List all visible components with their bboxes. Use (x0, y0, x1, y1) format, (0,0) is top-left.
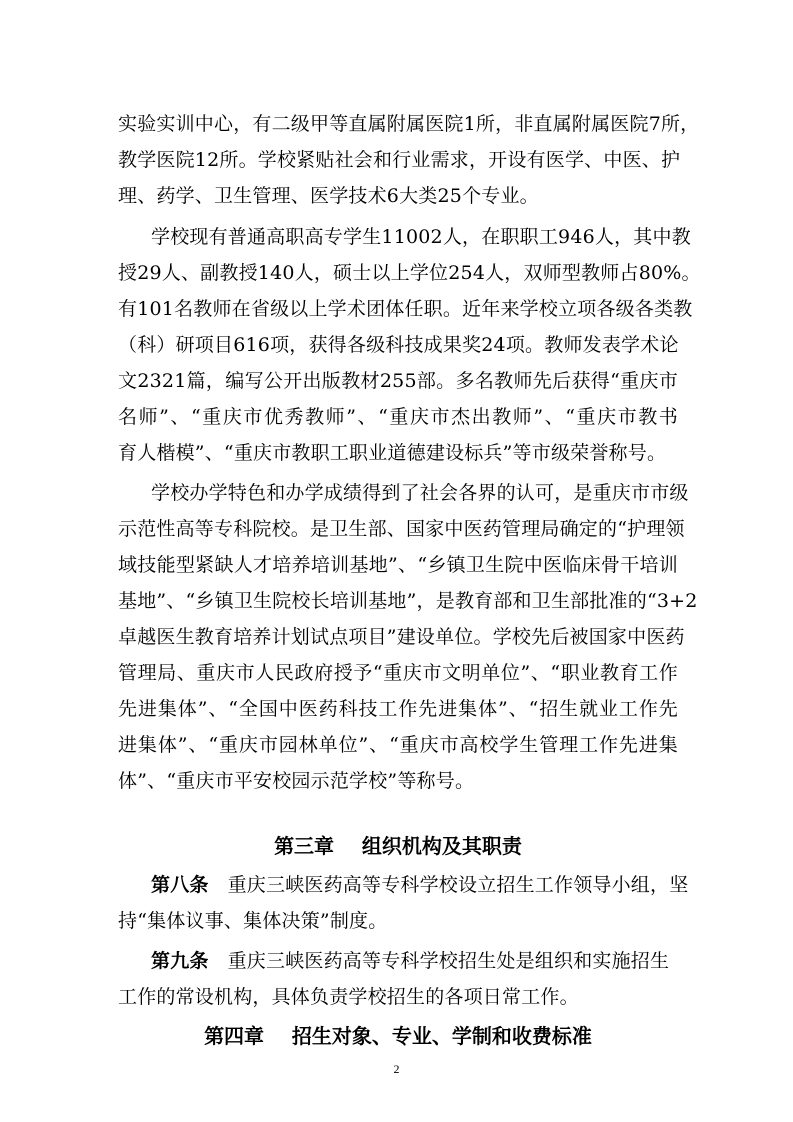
article-9-line-1 (151, 949, 678, 973)
paragraph-1-line-3: 理、药学、卫生管理、医学技术6大类25个专业。 (118, 185, 539, 207)
article-8-text: 重庆三峡医药高等专科学校设立招生工作领导小组，坚 (227, 874, 689, 896)
paragraph-3-line-3: 域技能型紧缺人才培养培训基地”、“乡镇卫生院中医临床骨干培训 (118, 554, 678, 576)
paragraph-2-line-1: 学校现有普通高职高专学生11002人，在职职工946人，其中教 (151, 226, 691, 248)
page-number: 2 (393, 1062, 400, 1076)
paragraph-3-line-2: 示范性高等专科院校。是卫生部、国家中医药管理局确定的“护理领 (118, 518, 685, 540)
article-9-line-2: 工作的常设机构，具体负责学校招生的各项日常工作。 (118, 986, 579, 1008)
paragraph-2-line-6: 名师”、“重庆市优秀教师”、“重庆市杰出教师”、“重庆市教书 (118, 406, 678, 428)
paragraph-3-line-6: 管理局、重庆市人民政府授予“重庆市文明单位”、“职业教育工作 (118, 662, 678, 684)
chapter-3-heading: 第三章 组织机构及其职责 (274, 834, 522, 858)
chapter-4-heading: 第四章 招生对象、专业、学制和收费标准 (204, 1024, 592, 1048)
paragraph-3-line-5: 卓越医生教育培养计划试点项目”建设单位。学校先后被国家中医药 (118, 626, 685, 648)
paragraph-3-line-7: 先进集体”、“全国中医药科技工作先进集体”、“招生就业工作先 (118, 698, 678, 720)
paragraph-3-line-4: 基地”、“乡镇卫生院校长培训基地”，是教育部和卫生部批准的“3+2 (118, 590, 698, 612)
article-8-label: 第八条 (151, 874, 209, 896)
paragraph-2-line-4: （科）研项目616项，获得各级科技成果奖24项。教师发表学术论 (118, 334, 679, 356)
article-9-label: 第九条 (151, 950, 209, 972)
paragraph-1-line-1: 实验实训中心，有二级甲等直属附属医院1所，非直属附属医院7所， (118, 113, 700, 135)
paragraph-2-line-5: 文2321篇，编写公开出版教材255部。多名教师先后获得“重庆市 (118, 370, 678, 392)
paragraph-1-line-2: 教学医院12所。学校紧贴社会和行业需求，开设有医学、中医、护 (118, 149, 681, 171)
article-8-line-1 (151, 873, 689, 897)
paragraph-2-line-2: 授29人、副教授140人，硕士以上学位254人，双师型教师占80%。 (118, 262, 701, 284)
paragraph-3-line-8: 进集体”、“重庆市园林单位”、“重庆市高校学生管理工作先进集 (118, 734, 678, 756)
article-8-line-2: 持“集体议事、集体决策”制度。 (118, 910, 388, 932)
paragraph-3-line-9: 体”、“重庆市平安校园示范学校”等称号。 (118, 770, 475, 792)
paragraph-2-line-7: 育人楷模”、“重庆市教职工职业道德建设标兵”等市级荣誉称号。 (118, 442, 667, 464)
article-9-text: 重庆三峡医药高等专科学校招生处是组织和实施招生 (227, 950, 670, 972)
paragraph-3-line-1: 学校办学特色和办学成绩得到了社会各界的认可，是重庆市市级 (151, 482, 689, 504)
paragraph-2-line-3: 有101名教师在省级以上学术团体任职。近年来学校立项各级各类教 (118, 298, 693, 320)
